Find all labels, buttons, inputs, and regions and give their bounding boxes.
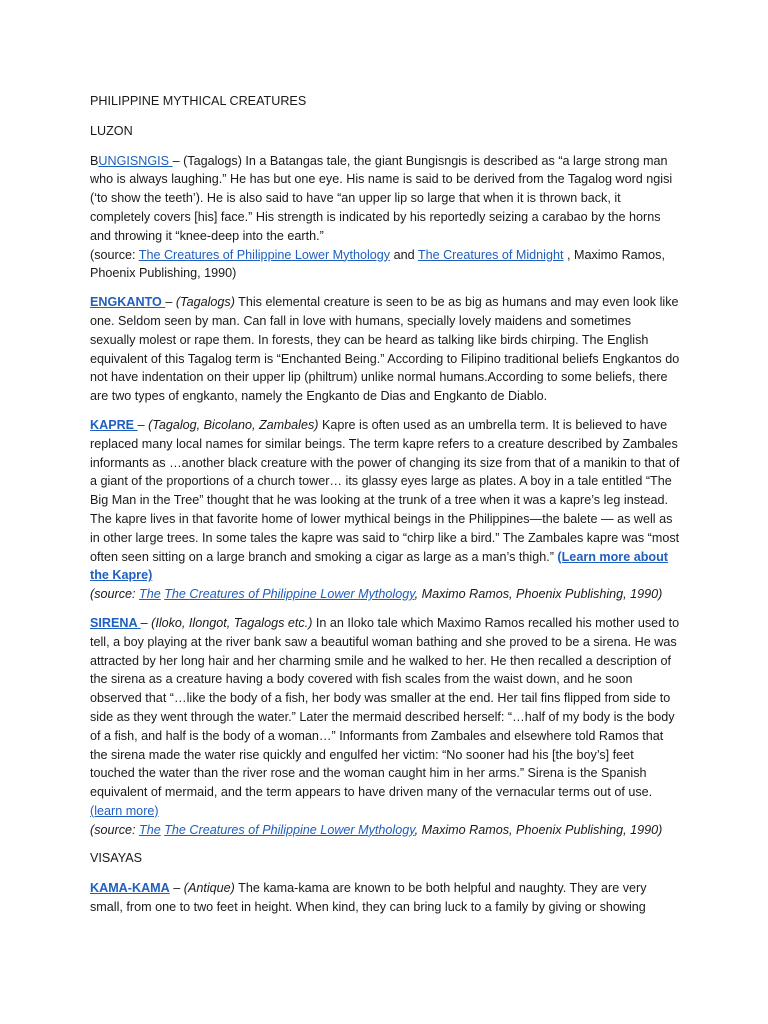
entry-name-link[interactable]: UNGISNGIS (98, 153, 173, 168)
entry-description: (Tagalogs) In a Batangas tale, the giant Bungisngis is described as “a large strong man who is always laughing.” He has but one eye. His name is said to be derived from the Tagalog word ngisi (‘to show the teeth’). He is also said to have “an upper lip so large that when it is thrown back, it completely covers [his] face.” His strength is indicated by his reportedly seizing a carabao by the horns and throwing it “knee-deep into the earth.” (90, 153, 673, 243)
entry-name-link[interactable]: ENGKANTO (90, 295, 166, 310)
entry-body (90, 293, 680, 406)
source-link-the[interactable]: The (139, 587, 161, 602)
entry-source (90, 246, 680, 284)
dash: – (137, 417, 149, 432)
source-link-the[interactable]: The (139, 822, 161, 837)
dash: – (140, 615, 152, 630)
entry-source (90, 821, 680, 840)
entry-body (90, 879, 680, 917)
entry-kama-kama (90, 879, 680, 917)
source-link-lower-mythology[interactable]: The Creatures of Philippine Lower Mythology (164, 822, 415, 837)
entry-body (90, 152, 680, 246)
source-suffix: , Maximo Ramos, Phoenix Publishing, 1990) (414, 587, 663, 602)
entry-group: (Tagalogs) (175, 295, 235, 310)
entry-source (90, 585, 680, 604)
entry-sirena (90, 614, 680, 840)
learn-more-link[interactable]: (Learn more about the Kapre) (90, 549, 668, 583)
entry-description: Kapre is often used as an umbrella term. It is believed to have replaced many local names for similar beings. The term kapre refers to a creature described by Zambales informants as …another black creature with the power of changing its size from that of a manikin to that of a giant of the proportions of a church tower… its glassy eyes large as plates. A boy in a tale entitled “The Big Man in the Tree” thought that he was looking at the trunk of a tree when it was a kapre’s leg instead. The kapre lives in that favorite home of lower mythical beings in the Philippines—the balete — as well as in other large trees. In some tales the kapre was said to “chirp like a bird.” The Zambales kapre was “most often seen sitting on a large branch and smoking a cigar as large as a man’s thigh.” (90, 417, 680, 564)
entry-description: In an Iloko tale which Maximo Ramos recalled his mother used to tell, a boy playing at the river bank saw a beautiful woman bathing and she proved to be a sirena. He was attracted by her long hair and her charming smile and he walked to her. He then recalled a description of the sirena as a creature having a body covered with fish scales from the waist down, and he soon observed that “…like the body of a fish, her body was smaller at the end. Her tail fins flipped from side to side as they went through the water.” Later the mermaid described herself: “…half of my body is the body of a fish, and half is the body of a woman…” Informants from Zambales and elsewhere told Ramos that the sirena made the water rise quickly and engulfed her victim: “No sooner had his [the boy’s] feet touched the water than the river rose and the woman caught him in her arms.” Sirena is the Spanish equivalent of mermaid, and the term appears to have driven many of the vernacular terms out of use. (90, 615, 680, 800)
entry-body (90, 614, 680, 802)
entry-name-link[interactable]: KAMA-KAMA (90, 881, 170, 896)
learn-more-link[interactable]: (learn more) (90, 803, 159, 818)
dash: – (169, 881, 184, 896)
entry-learn-more (90, 802, 680, 821)
source-link-lower-mythology[interactable]: The Creatures of Philippine Lower Mythology (138, 247, 391, 262)
document-title: PHILIPPINE MYTHICAL CREATURES (90, 94, 307, 108)
source-prefix: (source: (90, 247, 139, 262)
document-page (90, 92, 680, 927)
entry-name-link[interactable]: KAPRE (90, 417, 138, 432)
dash: – (165, 295, 176, 310)
entry-name-link[interactable]: SIRENA (90, 615, 141, 630)
source-link-creatures-of-midnight[interactable]: The Creatures of Midnight (417, 247, 564, 262)
entry-group: (Antique) (183, 881, 235, 896)
source-suffix: , Maximo Ramos, Phoenix Publishing, 1990) (90, 247, 665, 281)
entry-group: (Tagalog, Bicolano, Zambales) (148, 417, 319, 432)
section-heading-visayas: VISAYAS (90, 851, 143, 866)
source-prefix: (source: (90, 822, 139, 837)
entry-description: This elemental creature is seen to be as big as humans and may even look like one. Seldom seen by man. Can fall in love with humans, specially lovely maidens and sometimes sexually molest or rape them. In forests, they can be heard as talking like birds chirping. The English equivalent of this Tagalog term is “Enchanted Being.” According to Filipino traditional beliefs Engkantos do not have indentation on their upper lip (philtrum) unlike normal humans.According to some beliefs, there are two types of engkanto, namely the Engkanto de Dias and Engkanto de Diablo. (90, 295, 680, 404)
entry-engkanto (90, 293, 680, 406)
section-heading-luzon: LUZON (90, 123, 133, 138)
entry-body (90, 416, 680, 585)
entry-name-initial: B (90, 153, 99, 168)
source-prefix: (source: (90, 587, 139, 602)
source-link-lower-mythology[interactable]: The Creatures of Philippine Lower Mythology (164, 587, 415, 602)
entry-group: (Iloko, Ilongot, Tagalogs etc.) (151, 615, 313, 630)
entry-bungisngis (90, 152, 680, 284)
dash: – (172, 153, 184, 168)
source-suffix: , Maximo Ramos, Phoenix Publishing, 1990) (414, 822, 663, 837)
entry-description: The kama-kama are known to be both helpful and naughty. They are very small, from one to two feet in height. When kind, they can bring luck to a family by giving or showing (90, 881, 647, 915)
source-conjunction: and (390, 247, 418, 262)
entry-kapre (90, 416, 680, 604)
